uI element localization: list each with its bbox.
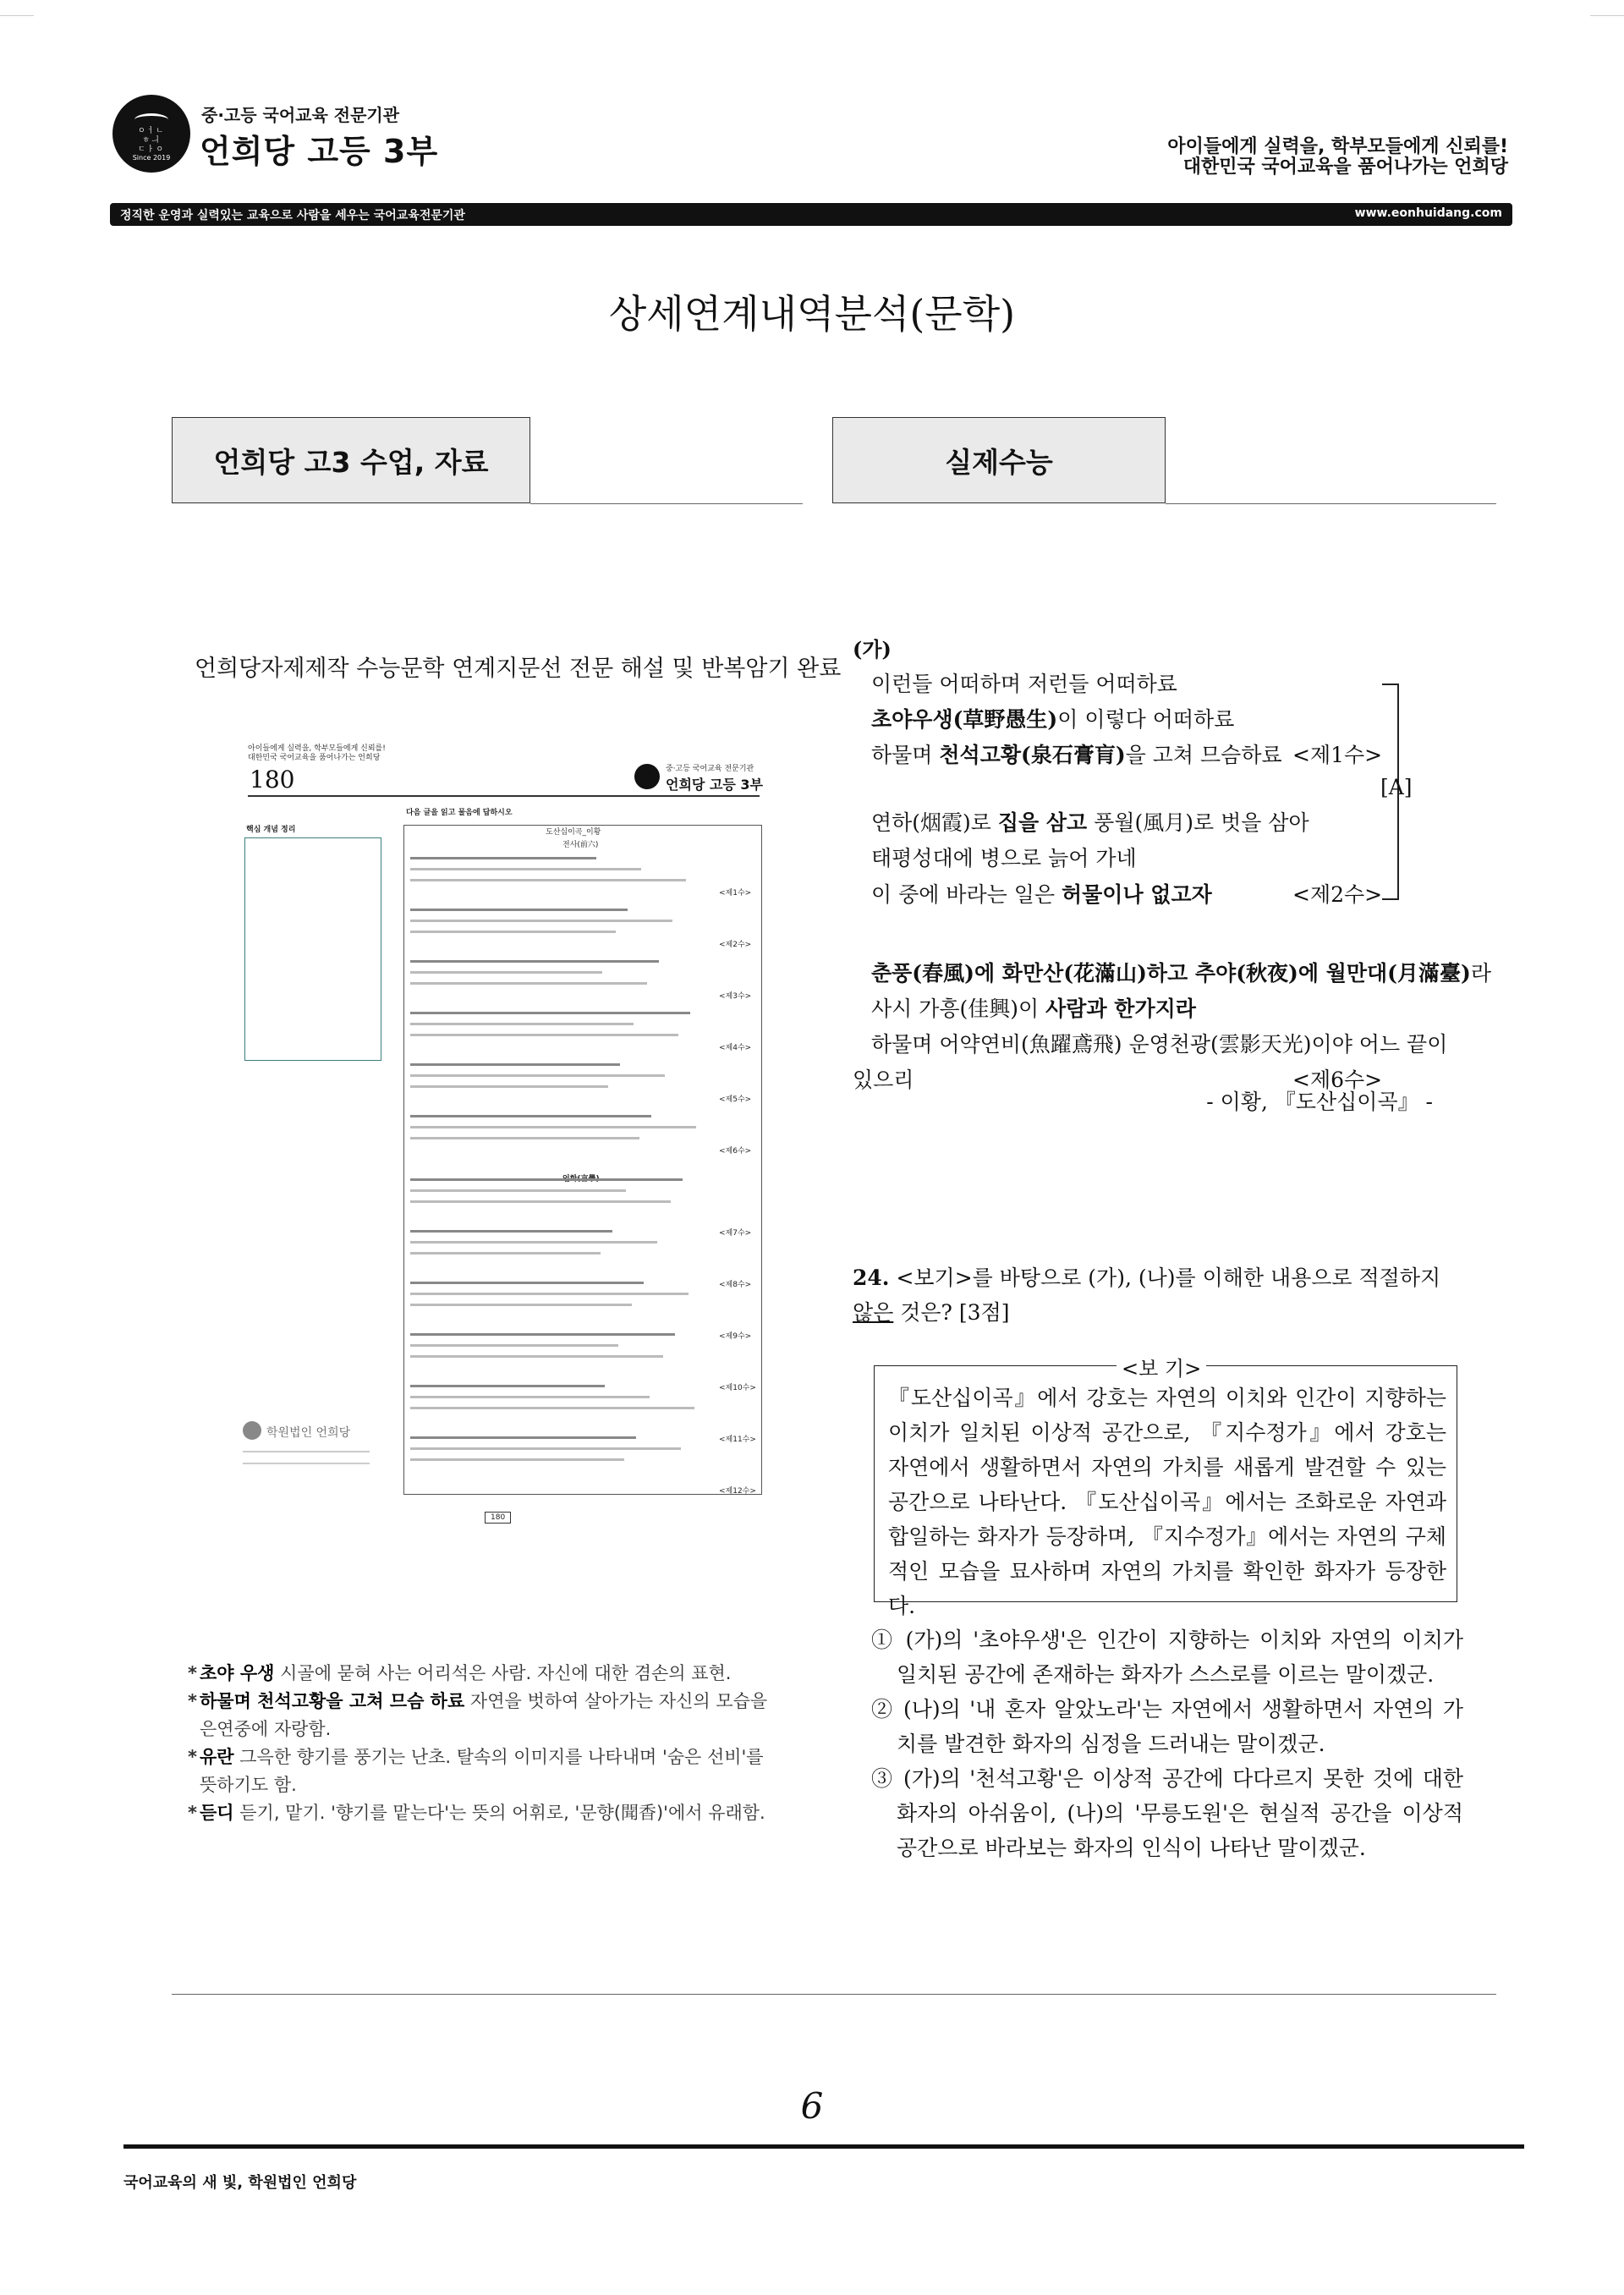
poem-line-text: 라 [1470,961,1491,986]
mini-corp-logo-icon [243,1421,261,1440]
mini-stanza-marks [241,740,776,1502]
poem-line [871,738,1282,773]
vocab-definition: 듣기, 맡기. '향기를 맡는다'는 뜻의 어휘로, '문향(聞香)'에서 유래함. [233,1803,765,1823]
answer-option: ③ (가)의 '천석고황'은 이상적 공간에 다다르지 못한 것에 대한 화자의 아쉬움이, (나)의 '무릉도원'은 현실적 공간을 이상적 공간으로 바라보는 화자의 인식이 나타난 말이겠군. [871,1766,1463,1860]
mini-corp-label: 학원법인 언희당 [266,1426,351,1440]
mini-brand-sub: 중·고등 국어교육 전문기관 [666,765,754,773]
divider [1166,503,1496,504]
tab-actual-csat: 실제수능 [832,417,1166,503]
poem-line-text: 이런들 어떠하며 저런들 어떠하료 [871,672,1177,696]
vocab-keyword: 하물며 천석고황을 고쳐 므슴 하료 [200,1691,465,1711]
mini-slogan1: 아이들에게 실력을, 학부모들에게 신뢰를! [248,744,386,753]
academy-logo [112,95,190,173]
poem-line-emphasis: 천석고황(泉石膏肓) [939,743,1126,767]
footer-org-text: 국어교육의 새 빛, 학원법인 언희당 [123,2174,357,2192]
page-number: 6 [800,2085,824,2127]
poem-line-text: 있으리 [853,1068,914,1092]
poem-line-text: 하물며 [871,743,940,767]
answer-option: ② (나)의 '내 혼자 알았노라'는 자연에서 생활하면서 자연의 가치를 발견한 화자의 심정을 드러내는 말이겠군. [871,1697,1463,1756]
mini-page-number: 180 [250,766,295,793]
vocab-note [188,1799,771,1827]
poem-line-text: 풍월(風月)로 벗을 삼아 [1087,810,1309,835]
bracket-a-label: [A] [1380,775,1413,799]
poem-line-emphasis: 춘풍(春風)에 화만산(花滿山)하고 추야(秋夜)에 월만대(月滿臺) [871,961,1471,986]
mini-side-label: 핵심 개념 정리 [246,826,296,834]
logo-mark: ㅇㅓㄴ ㅎㅢ ㄷㅏㅇ [137,127,166,154]
vocab-keyword: 유란 [200,1747,234,1767]
poem-line-text: 사시 가흥(佳興)이 [871,997,1046,1021]
header-bar [110,203,1512,226]
bogi-text: 『도산십이곡』에서 강호는 자연의 이치와 인간이 지향하는 이치가 일치된 이상적 공간으로, 『지수정가』에서 강호는 자연에서 생활하면서 자연의 가치를 새롭게 발견할 수 있는 공간으로 나타난다. 『도산십이곡』에서는 조화로운 자연과 합일하는 화자가 등장하며, 『지수정가』에서는 자연의 구체적인 모습을 묘사하며 자연의 가치를 확인한 화자가 등장한다. [888,1386,1446,1618]
mini-work-title: 도산십이곡_이황 [546,828,601,837]
mini-footer-number: 180 [485,1512,511,1524]
poem-line [871,991,1196,1027]
mini-stanza-mark: <제9수> [719,1332,752,1341]
poem-line-text: 연하(烟霞)로 [871,810,998,835]
vocab-keyword: 초야 우생 [200,1663,275,1683]
stanza-mark: <제6수> [1292,1068,1383,1092]
vocab-note [188,1660,771,1688]
bogi-title: <보 기> [1116,1352,1206,1381]
mini-stanza-mark: <제8수> [719,1281,752,1289]
embedded-textbook-page [241,740,776,1535]
poem-line [871,805,1309,841]
header-bar-motto: 정직한 운영과 실력있는 교육으로 사람을 세우는 국어교육전문기관 [120,209,465,222]
vocab-notes [188,1660,771,1827]
poem-line [853,1062,914,1098]
mini-instruction: 다음 글을 읽고 물음에 답하시오 [406,809,513,817]
poem-line [871,877,1212,913]
mini-brand-title: 언희당 고등 3부 [666,777,764,793]
mini-stanza-mark: <제4수> [719,1044,752,1052]
poem-line-text: 이 이렇다 어떠하료 [1057,707,1235,732]
divider [530,503,803,504]
logo-roof-icon [134,113,168,126]
question-number: 24. [853,1266,890,1290]
poem-line [871,667,1177,702]
vocab-note [188,1688,771,1743]
poem-line-text: 이 중에 바라는 일은 [871,882,1062,907]
header-slogan-line1: 아이들에게 실력을, 학부모들에게 신뢰를! [1167,136,1508,157]
mini-slogan2: 대한민국 국어교육을 품어나가는 언희당 [248,754,381,762]
vocab-note [188,1743,771,1799]
stanza-mark: <제2수> [1292,882,1383,907]
mini-stanza-mark: <제1수> [719,889,752,898]
brand-title: 언희당 고등 3부 [200,133,439,170]
mini-stanza-mark: <제12수> [719,1487,756,1496]
poem-line-text: 을 고쳐 므슴하료 [1125,743,1282,767]
poem-line [871,956,1491,991]
question-tail: 것은? [3점] [893,1300,1010,1325]
vocab-definition: 그윽한 향기를 풍기는 난초. 탈속의 이미지를 나타내며 '숨은 선비'를 뜻하기도 함. [200,1747,764,1795]
poem-line-text: 태평성대에 병으로 늙어 가네 [871,846,1137,870]
question-24 [853,1260,1460,1330]
divider [172,1994,1496,1995]
poem-line [871,1027,1447,1062]
mini-stanza-mark: <제6수> [719,1147,752,1156]
poem-line-text: 하물며 어약연비(魚躍鳶飛) 운영천광(雲影天光)이야 어느 끝이 [871,1032,1448,1057]
vocab-definition: 자연을 벗하여 살아가는 자신의 모습을 은연중에 자랑함. [200,1691,768,1739]
poem-source: - 이황, 『도산십이곡』 - [1206,1090,1433,1114]
mini-stanza-mark: <제11수> [719,1436,756,1444]
page-title: 상세연계내역분석(문학) [608,291,1016,337]
answer-option: ① (가)의 '초야우생'은 인간이 지향하는 이치와 자연의 이치가 일치된 공간에 존재하는 화자가 스스로를 이르는 말이겠군. [871,1628,1463,1687]
mini-stanza-mark: <제7수> [719,1229,752,1238]
mini-stanza-mark: <제10수> [719,1384,756,1392]
stanza-mark: <제1수> [1292,743,1383,767]
vocab-keyword: 듣디 [200,1803,234,1823]
mini-text-line [243,1463,370,1464]
poem-line-emphasis: 허물이나 없고자 [1062,882,1212,907]
mini-text-line [243,1451,370,1452]
brand-subtitle: 중·고등 국어교육 전문기관 [201,105,400,125]
mini-stanza-mark: <제5수> [719,1095,752,1104]
poem-line [871,841,1137,876]
mini-stanza-mark: <제2수> [719,941,752,949]
crop-mark [1590,15,1624,16]
left-caption: 언희당자제제작 수능문학 연계지문선 전문 해설 및 반복암기 완료 [195,656,842,682]
answer-options [871,1622,1463,1865]
question-emphasis: 않은 [853,1300,894,1325]
header-slogan-line2: 대한민국 국어교육을 품어나가는 언희당 [1182,156,1508,178]
crop-mark [0,15,34,16]
footer-rule [123,2144,1524,2149]
vocab-definition: 시골에 묻혀 사는 어리석은 사람. 자신에 대한 겸손의 표현. [274,1663,732,1683]
tab-academy-materials: 언희당 고3 수업, 자료 [172,417,530,503]
poem-line-emphasis: 사람과 한가지라 [1045,997,1196,1021]
poem-line [871,702,1234,738]
logo-year: Since 2019 [132,154,171,162]
mini-section-label: 전사(前六) [562,841,599,849]
header-bar-url[interactable]: www.eonhuidang.com [1354,206,1502,220]
question-text: <보기>를 바탕으로 (가), (나)를 이해한 내용으로 적절하지 [889,1266,1441,1290]
poem-line-emphasis: 초야우생(草野愚生) [871,707,1058,732]
mini-stanza-mark: <제3수> [719,992,752,1001]
poem-label: (가) [853,637,892,662]
poem-line-emphasis: 집을 삼고 [997,810,1088,835]
